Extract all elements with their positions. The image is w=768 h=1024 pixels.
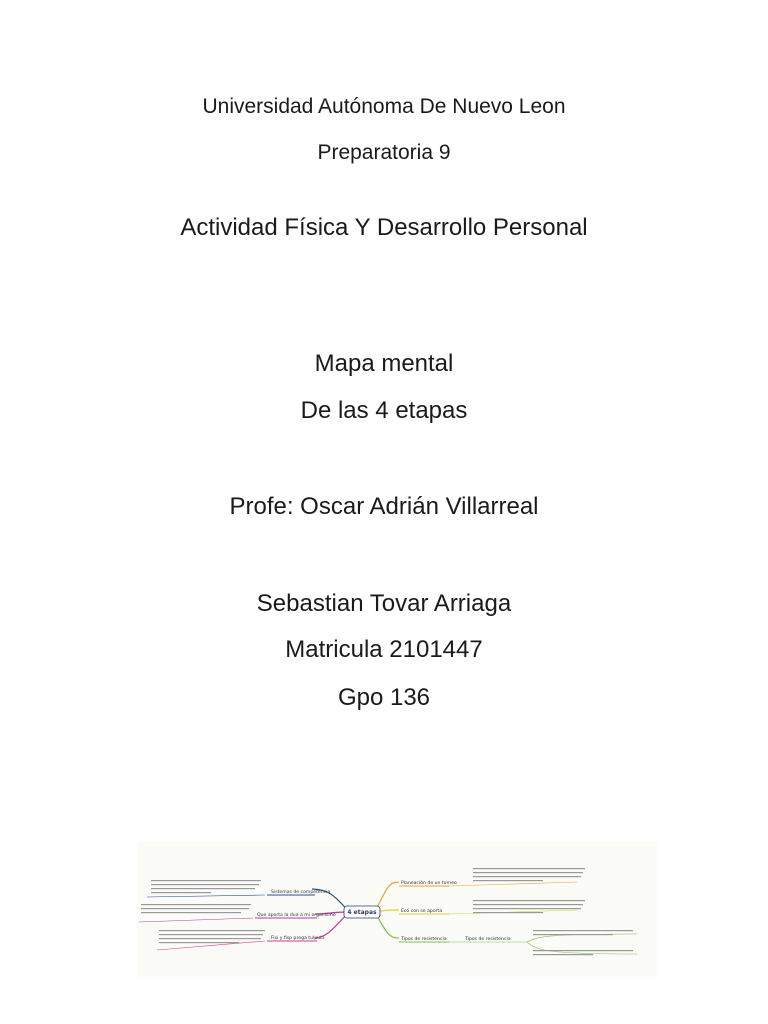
subject-title: Actividad Física Y Desarrollo Personal	[180, 214, 588, 241]
student-id: Matricula 2101447	[285, 636, 483, 663]
teacher-name: Profe: Oscar Adrián Villarreal	[229, 493, 539, 520]
leaf-line-1	[147, 895, 265, 897]
left-node-3: Fisi y fisp prega tulpulo	[271, 936, 325, 941]
mind-map-image	[137, 842, 657, 977]
left-node-1: Sistemas de competencia	[271, 890, 331, 895]
assignment-title: Mapa mental	[314, 350, 454, 377]
right-node-3: Tipos de resistencia	[401, 937, 447, 942]
student-name: Sebastian Tovar Arriaga	[256, 590, 512, 617]
school-name: Preparatoria 9	[317, 141, 451, 164]
right-node-1: Planeación de un torneo	[401, 881, 457, 886]
right-sub-node: Tipos de resistencia	[465, 937, 511, 942]
leaf-line-7	[527, 934, 637, 942]
center-node-label: 4 etapas	[347, 909, 377, 916]
leaf-line-8	[527, 942, 637, 954]
tiny-text-blocks	[141, 868, 633, 955]
assignment-subtitle: De las 4 etapas	[300, 397, 468, 424]
leaf-line-2	[139, 918, 253, 922]
leaf-line-4	[449, 882, 577, 886]
university-name: Universidad Autónoma De Nuevo Leon	[202, 95, 566, 118]
left-node-2: Que aporta la dua a mi organismo	[257, 913, 336, 918]
right-node-2: Ecó con se aporta	[401, 909, 443, 914]
mind-map-diagram	[137, 842, 657, 977]
group-number: Gpo 136	[337, 684, 431, 711]
